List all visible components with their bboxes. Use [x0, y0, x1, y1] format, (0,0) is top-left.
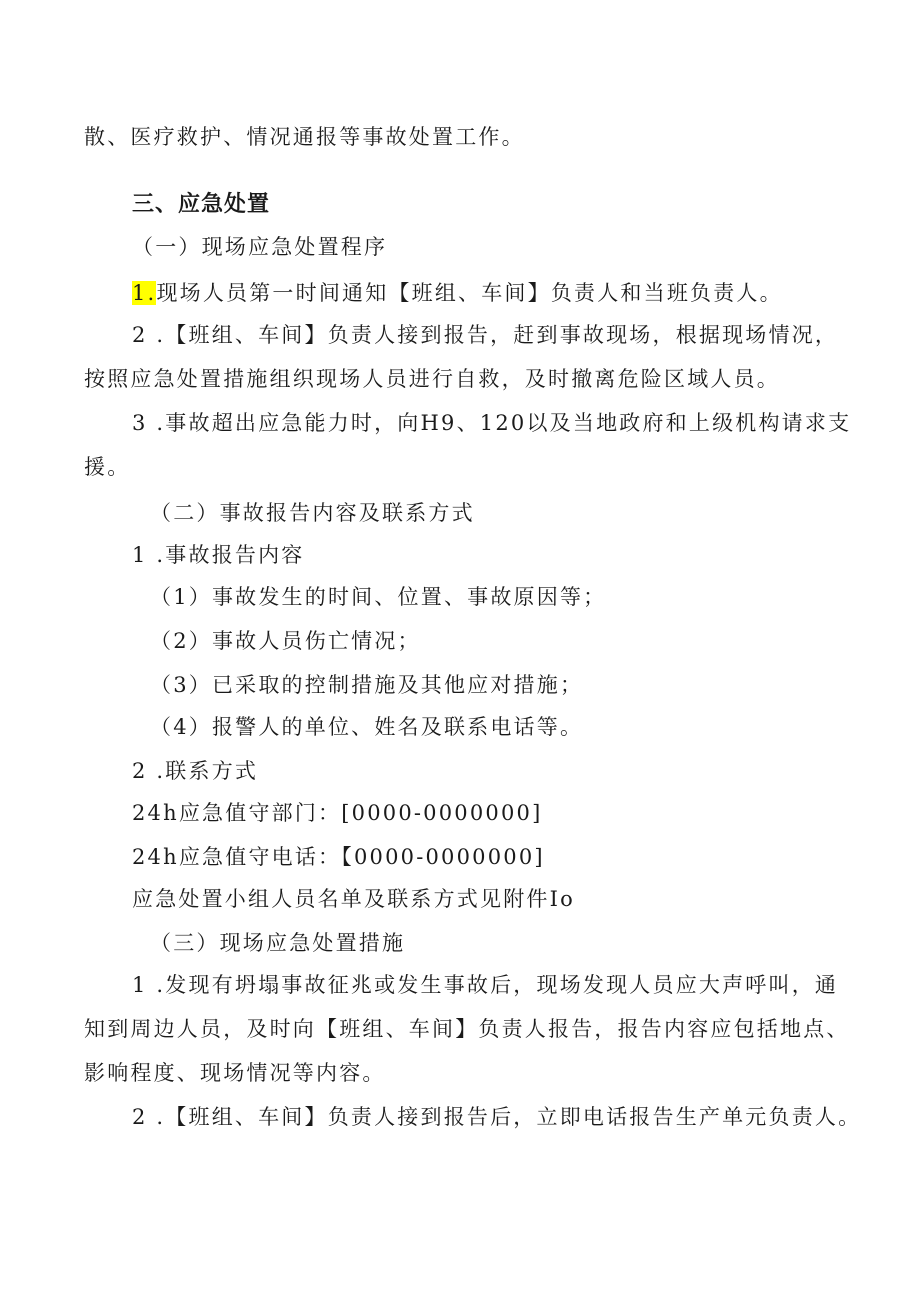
text-line: 应急处置小组人员名单及联系方式见附件Io: [132, 887, 575, 911]
subsection-title: （二）事故报告内容及联系方式: [150, 501, 475, 525]
highlighted-number: 1.: [132, 281, 157, 305]
text-line: 影响程度、现场情况等内容。: [84, 1061, 386, 1085]
section-heading: 三、应急处置: [132, 192, 271, 217]
subsection-title: （三）现场应急处置措施: [150, 931, 406, 955]
text-line: 按照应急处置措施组织现场人员进行自救，及时撤离危险区域人员。: [84, 367, 780, 391]
text-line: 1 .事故报告内容: [132, 543, 305, 567]
list-item: （3）已采取的控制措施及其他应对措施；: [150, 673, 584, 697]
text-line: 散、医疗救护、情况通报等事故处置工作。: [84, 125, 525, 149]
subsection-title: （一）现场应急处置程序: [132, 235, 388, 259]
text-line: 1 .发现有坍塌事故征兆或发生事故后，现场发现人员应大声呼叫，通: [132, 973, 839, 997]
text-line: 3 .事故超出应急能力时，向H9、120以及当地政府和上级机构请求支: [132, 411, 852, 435]
list-item: （2）事故人员伤亡情况；: [150, 629, 421, 653]
paragraph-1: [132, 278, 783, 308]
list-item: （1）事故发生的时间、位置、事故原因等；: [150, 585, 607, 609]
text-line: 知到周边人员，及时向【班组、车间】负责人报告，报告内容应包括地点、: [84, 1017, 850, 1041]
text-line: 2 .联系方式: [132, 759, 259, 783]
text-line: 2 .【班组、车间】负责人接到报告后，立即电话报告生产单元负责人。: [132, 1105, 862, 1129]
list-item: （4）报警人的单位、姓名及联系电话等。: [150, 715, 584, 739]
contact-dept: 24h应急值守部门：[0000-0000000]: [132, 801, 543, 825]
contact-phone: 24h应急值守电话：【0000-0000000]: [132, 845, 545, 869]
text-line: 2 .【班组、车间】负责人接到报告，赶到事故现场，根据现场情况，: [132, 323, 839, 347]
paragraph-text: 现场人员第一时间通知【班组、车间】负责人和当班负责人。: [156, 281, 783, 305]
text-line: 援。: [84, 455, 131, 479]
